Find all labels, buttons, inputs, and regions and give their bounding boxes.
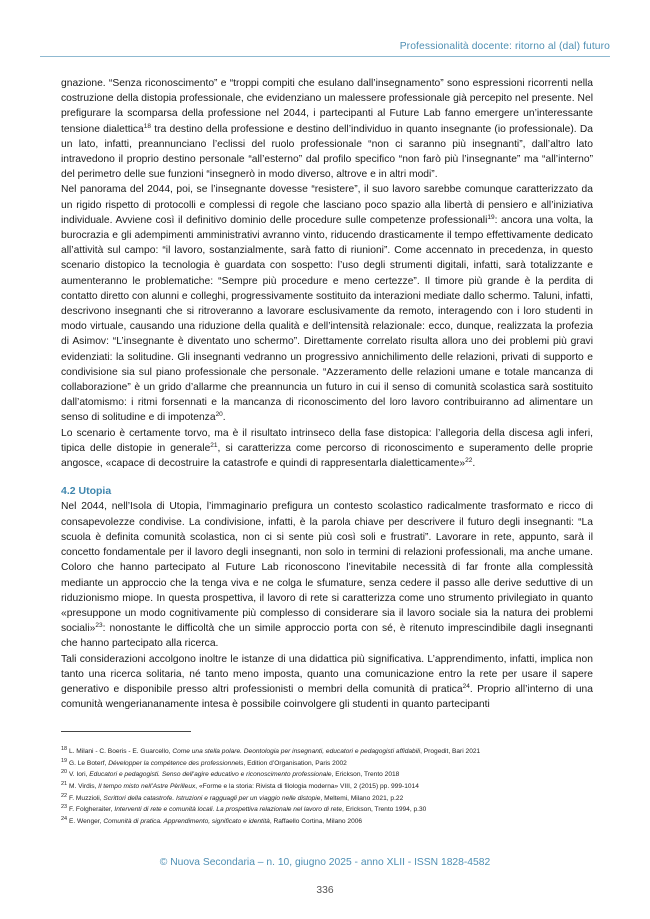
footnote-ref: 21: [210, 441, 218, 449]
footnote-ref: 20: [215, 411, 223, 419]
paragraph: gnazione. “Senza riconoscimento” e “troppi compiti che esulano dall’insegnamento” sono espressioni ricorrenti nella costruzione della distopia professionale, che evidenziano un malessere professionale già percepito nel presente. Nel prefigurare la scomparsa della professione nel 2044, i partecipanti al Future Lab fanno emergere un’interessante tensione dialettica$^{18}$ tra destino della professione e destino dell’individuo in quanto insegnante (io professionale). Da un lato, infatti, preannunciano l’eclissi del ruolo professionale “non ci saranno più insegnanti”, dall’altro lato intravedono il proprio destino personale “all’esterno” dal profilo specifico “non farò più l’insegnante” ma “all’interno” del perimetro delle sue funzioni “insegnerò in modo diverso, altrove e in altri modi”.: [61, 78, 594, 181]
footnote-ref: 18: [143, 122, 152, 130]
footnote-ref: 22: [465, 457, 473, 465]
footnote-rule: [61, 731, 191, 732]
paragraph: Nel panorama del 2044, poi, se l’insegnante dovesse “resistere”, il suo lavoro sarebbe comunque caratterizzato da un rigido rispetto di protocolli e complessi di regole che lasciano poco spazio alla libertà di pensiero e all’iniziativa individuale. Avviene così il definitivo dominio delle procedure sulle competenze professionali$^{19}$: ancora una volta, la burocrazia e gli adempimenti amministrativi avranno vinto, riducendo drasticamente il tempo effettivamente dedicato all’attività sul campo: “il lavoro, sostanzialmente, sarà fatto di riunioni”. Come accennato in precedenza, in questo scenario distopico la tecnologia è guardata con sospetto: l’uso degli strumenti digitali, infatti, sarà totalizzante e aumenteranno le problematiche: “Sempre più procedure e meno certezze”. Il timore più grande è la perdita di contatto diretto con alunni e colleghi, progressivamente sostituito da interazioni mediate dallo schermo. Taluni, infatti, descrivono insegnanti che si ritroveranno a lavorare esclusivamente da remoto, interagendo con i loro studenti in modo virtuale, causando una riduzione della qualità e dell’intensità relazionale: ecco, dunque, realizzata la profezia di Asimov: “L’insegnante è diventato uno schermo”. Direttamente correlato risulta allora uno dei problemi più gravi evidenziati: la solitudine. Gli insegnanti vedranno un progressivo annichilimento delle relazioni, privati di supporto e condivisione sia sul piano professionale che personale. “Azzeramento delle relazioni umane e totale mancanza di collaborazione” è un grido d’allarme che preannuncia un futuro in cui il senso di comunità scolastica sarà sostituito dall’atomismo: i ritmi forsennati e la mancanza di riconoscimento del loro lavoro contribuiranno ad alimentare un senso di solitudine e di impotenza$^{20}$.: [61, 184, 594, 424]
running-head: Professionalità docente: ritorno al (dal) futuro: [399, 41, 610, 52]
footnote: $^{20}$ V. Iori, Educatori e pedagogisti. Senso dell’agire educativo e riconoscimento professionale, Erickson, Trento 2018: [61, 769, 400, 779]
footnote: $^{19}$ G. Le Boterf, Développer la compétence des professionnels, Edition d’Organisation, Paris 2002: [61, 757, 347, 767]
footnote-ref: 24: [462, 682, 470, 690]
section-title: 4.2 Utopia: [61, 485, 112, 498]
footnote-ref: 19: [487, 213, 495, 221]
page-number: 336: [316, 885, 334, 896]
paragraph: Tali considerazioni accolgono inoltre le istanze di una didattica più significativa. L’apprendimento, infatti, implica non tanto una ricerca solitaria, né tanto meno imposta, quanto una comunicazione entro la rete per usare il sapere generativo e disponibile presso altri professionisti o membri della comunità di pratica$^{24}$. Proprio all’interno di una comunità wengeriananamente intesa è possibile coinvolgere gli studenti in quanto partecipanti: [61, 653, 593, 711]
paragraph: Nel 2044, nell’Isola di Utopia, l’immaginario prefigura un contesto scolastico radicalmente trasformato e ricco di consapevolezze condivise. La condivisione, infatti, è la parola chiave per descrivere il futuro degli insegnanti: “La scuola è definita comunità scolastica, non ci si sente più così soli e frustrati”. Lavorare in rete, appunto, sarà il concetto fondamentale per il lavoro degli insegnanti, non solo in termini di relazioni professionali, ma anche umane. Coloro che hanno partecipato al Future Lab riconoscono l’inevitabile necessità di far fronte alla complessità mediante un approccio che la tenga viva e ne colga le sfumature, senza cedere il passo alle derive seduttive di un riduzionismo miope. In questa prospettiva, il lavoro di rete si caratterizza come uno strumento privilegiato in quanto «presuppone un modo cognitivamente più complesso di considerare sia il lavoro sociale sia la natura dei problemi sociali»$^{23}$: nonostante le difficoltà che un simile approccio porta con sé, è ritenuto imprescindibile dagli insegnanti che hanno partecipato alla ricerca.: [61, 501, 593, 650]
footnote: $^{21}$ M. Virdis, Il tempo misto nell’Astre Pèrilleux, «Forme e la storia: Rivista di filologia moderna» VIII, 2 (2015) pp. 999-1014: [61, 781, 419, 791]
journal-footer: © Nuova Secondaria – n. 10, giugno 2025 - anno XLII - ISSN 1828-4582: [159, 857, 491, 868]
paragraph: Lo scenario è certamente torvo, ma è il risultato intrinseco della fase distopica: l’allegoria della discesa agli inferi, tipica delle distopie in generale$^{21}$, si caratterizza come percorso di riconoscimento e superamento delle proprie angosce, «capace di decostruire la catastrofe e quindi di rappresentarla dialetticamente»$^{22}$.: [61, 427, 593, 470]
footnote: $^{22}$ F. Muzzioli, Scrittori della catastrofe. Istruzioni e ragguagli per un viaggio nelle distopie, Meltemi, Milano 2021, p.22: [61, 792, 404, 802]
footnote: $^{23}$ F. Folgheraiter, Interventi di rete e comunità locali. La prospettiva relazionale nel lavoro di rete, Erickson, Trento 1994, p.30: [61, 804, 427, 814]
body-text: [61, 76, 593, 712]
footnote: $^{18}$ L. Milani - C. Boeris - E. Guarcello, Come una stella polare. Deontologia per insegnanti, educatori e pedagogisti affidabili, Progedit, Bari 2021: [61, 746, 481, 756]
footnote-ref: 23: [95, 622, 103, 630]
footnotes: [61, 745, 593, 827]
footnote: $^{24}$ E. Wenger, Comunità di pratica. Apprendimento, significato e identità, Raffaello Cortina, Milano 2006: [61, 816, 363, 826]
header-rule: [40, 56, 610, 57]
